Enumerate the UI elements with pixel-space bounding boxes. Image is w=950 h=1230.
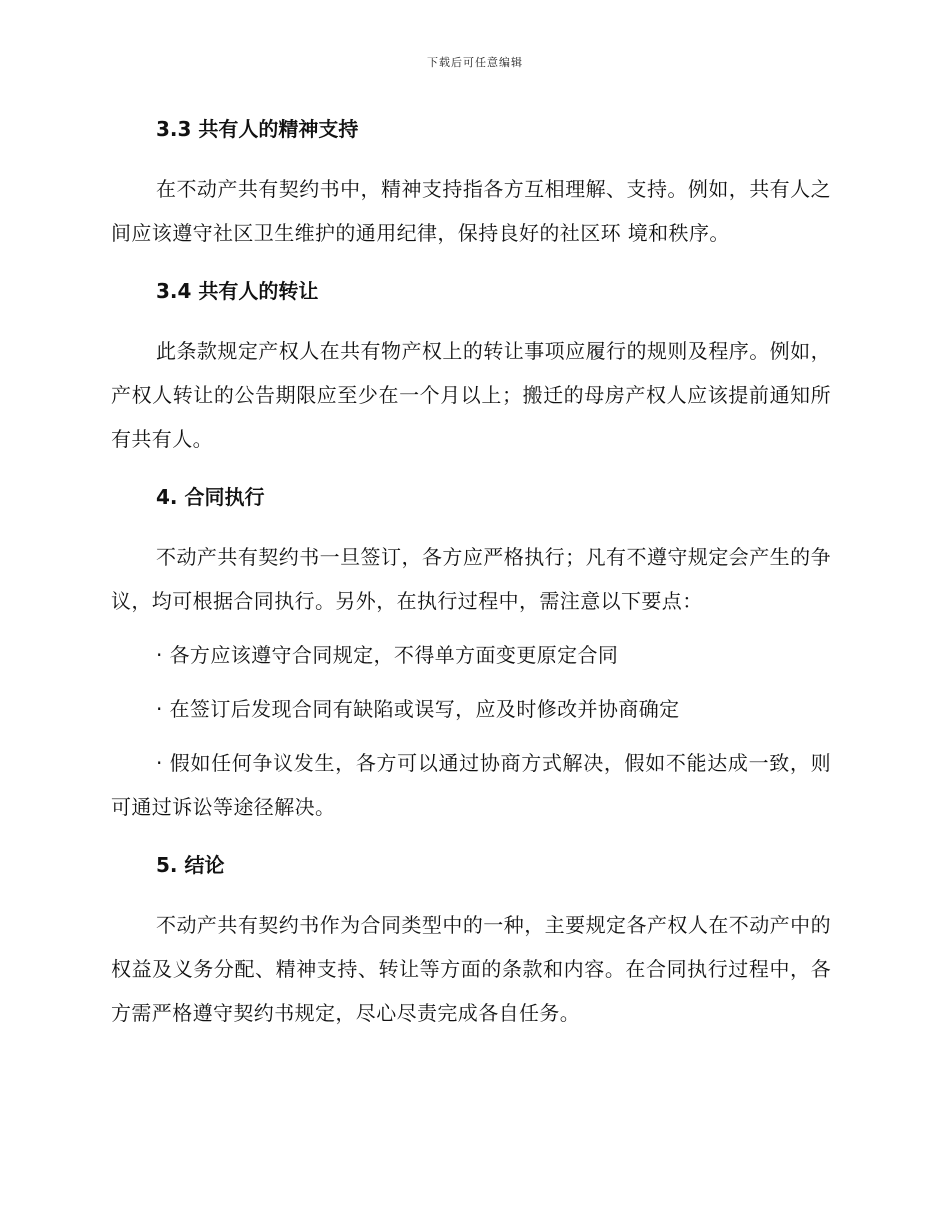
section-heading-5: 5. 结论 (156, 853, 225, 877)
section-paragraph-5: 不动产共有契约书作为合同类型中的一种，主要规定各产权人在不动产中的权益及义务分配、精神支持、转让等方面的条款和内容。在合同执行过程中，各方需严格遵守契约书规定，尽心尽责完成各自任务。 (111, 913, 831, 1025)
section-paragraph-4: 不动产共有契约书一旦签订，各方应严格执行；凡有不遵守规定会产生的争议，均可根据合同执行。另外，在执行过程中，需注意以下要点： (111, 545, 831, 613)
document-body (111, 113, 831, 1035)
list-item-3: · 假如任何争议发生，各方可以通过协商方式解决，假如不能达成一致，则可通过诉讼等途径解决。 (111, 751, 831, 819)
section-paragraph-3-4: 此条款规定产权人在共有物产权上的转让事项应履行的规则及程序。例如，产权人转让的公告期限应至少在一个月以上；搬迁的母房产权人应该提前通知所有共有人。 (111, 339, 831, 451)
list-item-2: · 在签订后发现合同有缺陷或误写，应及时修改并协商确定 (156, 697, 680, 721)
section-heading-3-4: 3.4 共有人的转让 (156, 279, 319, 303)
page-header: 下载后可任意编辑 (427, 56, 523, 69)
section-paragraph-3-3: 在不动产共有契约书中，精神支持指各方互相理解、支持。例如，共有人之间应该遵守社区卫生维护的通用纪律，保持良好的社区环 境和秩序。 (111, 177, 831, 245)
list-item-1: · 各方应该遵守合同规定，不得单方面变更原定合同 (156, 643, 619, 667)
section-heading-4: 4. 合同执行 (156, 485, 265, 509)
section-heading-3-3: 3.3 共有人的精神支持 (156, 117, 359, 141)
